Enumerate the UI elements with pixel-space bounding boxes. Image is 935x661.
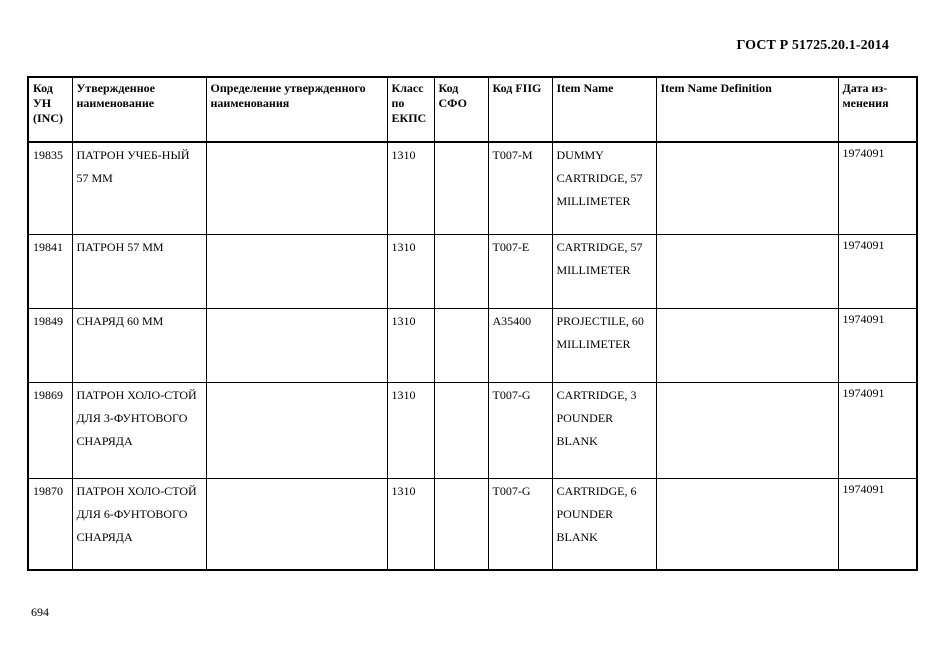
cell-sfo bbox=[434, 478, 488, 570]
cell-approved-name: СНАРЯД 60 ММ bbox=[72, 308, 206, 382]
cell-approved-name: ПАТРОН 57 ММ bbox=[72, 234, 206, 308]
table-row bbox=[28, 308, 917, 382]
cell-fiig: T007-E bbox=[488, 234, 552, 308]
col-header-item-name: Item Name bbox=[552, 77, 656, 142]
table-row bbox=[28, 478, 917, 570]
cell-inc: 19870 bbox=[28, 478, 72, 570]
cell-item-name-definition bbox=[656, 142, 838, 234]
cell-inc: 19849 bbox=[28, 308, 72, 382]
cell-definition bbox=[206, 478, 387, 570]
cell-inc: 19835 bbox=[28, 142, 72, 234]
table-header-row bbox=[28, 77, 917, 142]
cell-approved-name: ПАТРОН ХОЛО-СТОЙ ДЛЯ 6-ФУНТОВОГО СНАРЯДА bbox=[72, 478, 206, 570]
col-header-inc: Код УН (INC) bbox=[28, 77, 72, 142]
cell-change-date: 1974091 bbox=[838, 234, 917, 308]
document-standard-number: ГОСТ Р 51725.20.1-2014 bbox=[736, 38, 889, 53]
cell-item-name: DUMMY CARTRIDGE, 57 MILLIMETER bbox=[552, 142, 656, 234]
cell-fiig: T007-G bbox=[488, 478, 552, 570]
items-table bbox=[27, 76, 918, 571]
col-header-class: Класс по ЕКПС bbox=[387, 77, 434, 142]
table-row bbox=[28, 142, 917, 234]
cell-item-name-definition bbox=[656, 382, 838, 478]
cell-definition bbox=[206, 382, 387, 478]
cell-definition bbox=[206, 308, 387, 382]
cell-item-name: PROJECTILE, 60 MILLIMETER bbox=[552, 308, 656, 382]
cell-class: 1310 bbox=[387, 234, 434, 308]
cell-sfo bbox=[434, 234, 488, 308]
cell-item-name-definition bbox=[656, 478, 838, 570]
cell-fiig: A35400 bbox=[488, 308, 552, 382]
cell-fiig: T007-G bbox=[488, 382, 552, 478]
cell-inc: 19869 bbox=[28, 382, 72, 478]
cell-class: 1310 bbox=[387, 382, 434, 478]
col-header-item-name-definition: Item Name Definition bbox=[656, 77, 838, 142]
col-header-definition: Определение утвержденного наименования bbox=[206, 77, 387, 142]
cell-sfo bbox=[434, 382, 488, 478]
cell-definition bbox=[206, 142, 387, 234]
cell-class: 1310 bbox=[387, 142, 434, 234]
col-header-fiig: Код FIIG bbox=[488, 77, 552, 142]
cell-fiig: T007-M bbox=[488, 142, 552, 234]
cell-change-date: 1974091 bbox=[838, 308, 917, 382]
cell-item-name-definition bbox=[656, 234, 838, 308]
cell-sfo bbox=[434, 308, 488, 382]
cell-item-name: CARTRIDGE, 6 POUNDER BLANK bbox=[552, 478, 656, 570]
cell-definition bbox=[206, 234, 387, 308]
cell-class: 1310 bbox=[387, 478, 434, 570]
cell-class: 1310 bbox=[387, 308, 434, 382]
col-header-change-date: Дата из-менения bbox=[838, 77, 917, 142]
table-row bbox=[28, 382, 917, 478]
cell-approved-name: ПАТРОН УЧЕБ-НЫЙ 57 ММ bbox=[72, 142, 206, 234]
cell-inc: 19841 bbox=[28, 234, 72, 308]
cell-item-name-definition bbox=[656, 308, 838, 382]
cell-approved-name: ПАТРОН ХОЛО-СТОЙ ДЛЯ 3-ФУНТОВОГО СНАРЯДА bbox=[72, 382, 206, 478]
cell-item-name: CARTRIDGE, 57 MILLIMETER bbox=[552, 234, 656, 308]
cell-change-date: 1974091 bbox=[838, 382, 917, 478]
col-header-sfo: Код СФО bbox=[434, 77, 488, 142]
cell-change-date: 1974091 bbox=[838, 478, 917, 570]
cell-change-date: 1974091 bbox=[838, 142, 917, 234]
table-row bbox=[28, 234, 917, 308]
col-header-approved-name: Утвержденное наименование bbox=[72, 77, 206, 142]
cell-sfo bbox=[434, 142, 488, 234]
cell-item-name: CARTRIDGE, 3 POUNDER BLANK bbox=[552, 382, 656, 478]
page-number: 694 bbox=[31, 605, 49, 619]
